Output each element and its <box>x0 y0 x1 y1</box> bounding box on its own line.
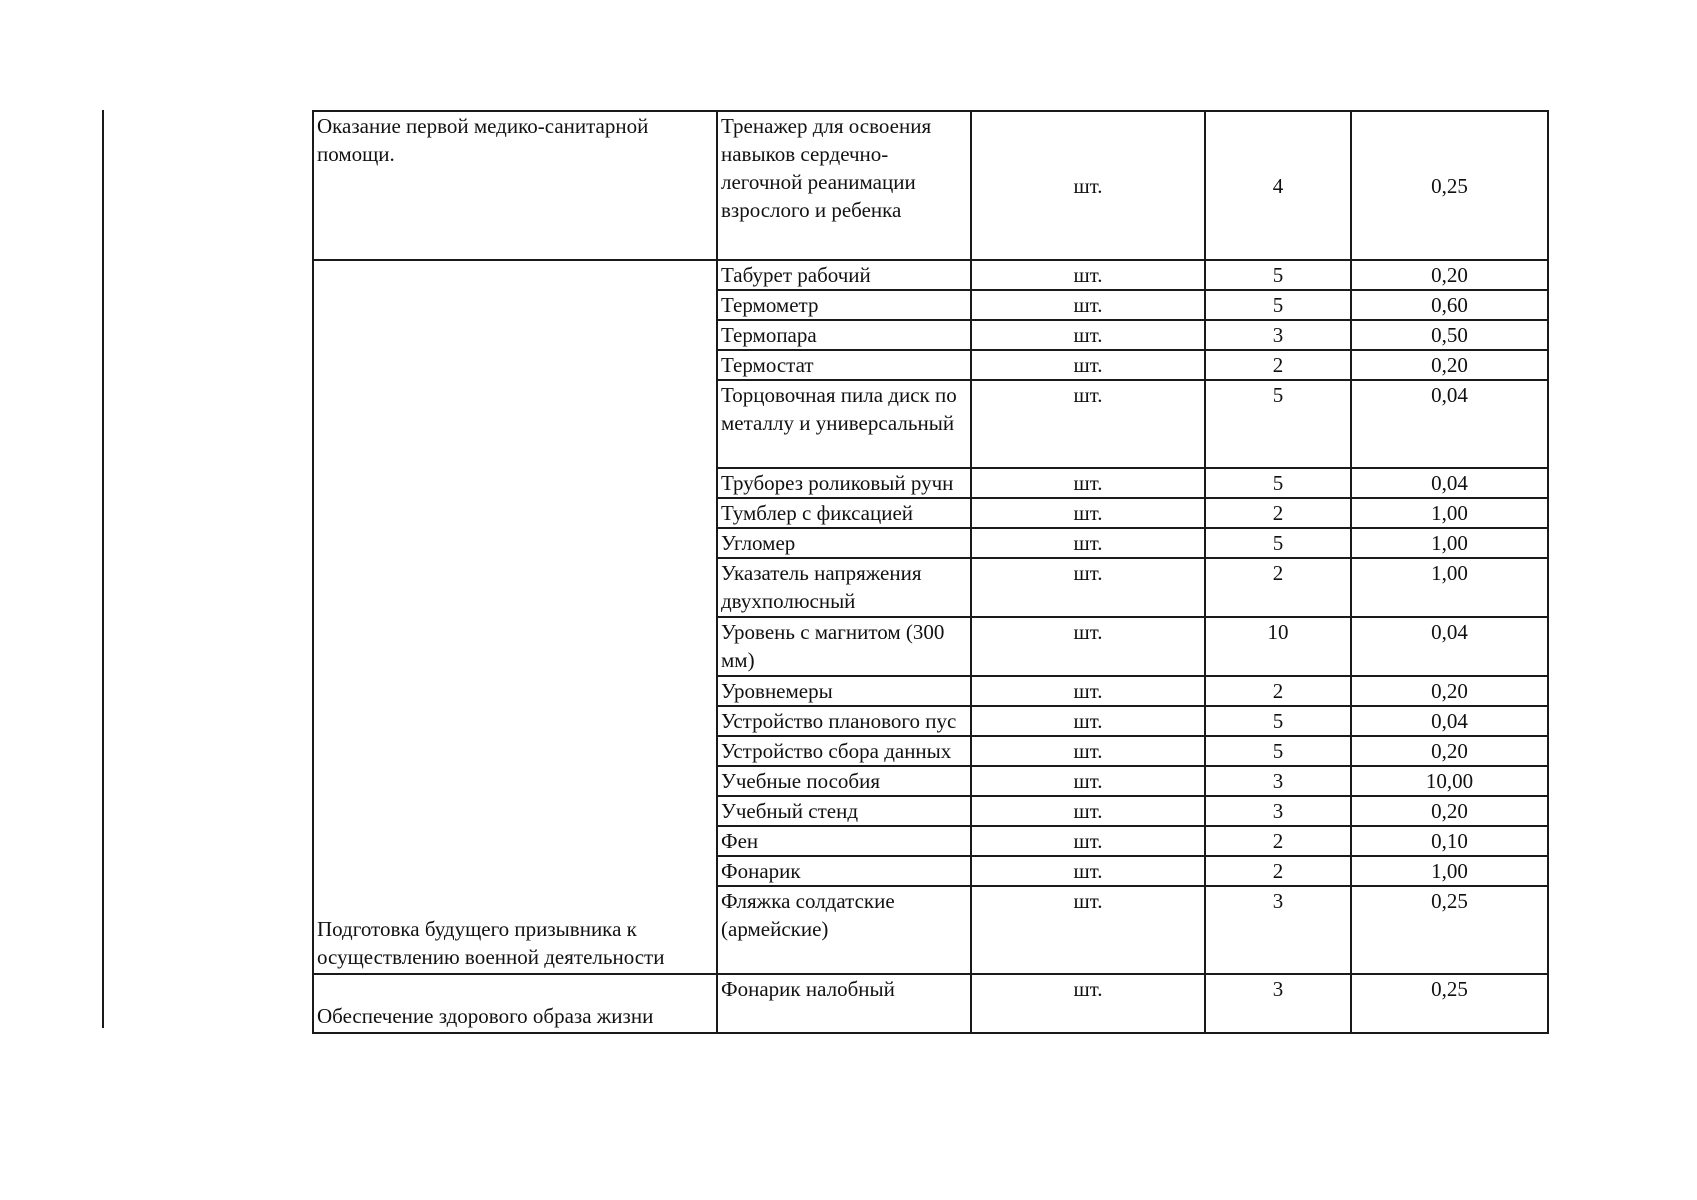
norm-cell: 0,60 <box>1351 290 1548 320</box>
quantity-cell: 2 <box>1205 350 1351 380</box>
topic-cell: Обеспечение здорового образа жизни <box>313 974 717 1033</box>
item-name-cell: Табурет рабочий <box>717 260 971 290</box>
unit-cell: шт. <box>971 676 1205 706</box>
table-row <box>313 974 1548 1033</box>
norm-cell: 0,10 <box>1351 826 1548 856</box>
unit-cell: шт. <box>971 826 1205 856</box>
quantity-cell: 5 <box>1205 528 1351 558</box>
norm-cell: 0,04 <box>1351 706 1548 736</box>
table-row <box>313 111 1548 260</box>
item-name-cell: Фляжка солдатские (армейские) <box>717 886 971 974</box>
unit-cell: шт. <box>971 380 1205 468</box>
item-name-cell: Учебные пособия <box>717 766 971 796</box>
quantity-cell: 3 <box>1205 796 1351 826</box>
norm-cell: 0,25 <box>1351 886 1548 974</box>
norm-cell: 0,04 <box>1351 617 1548 676</box>
unit-cell: шт. <box>971 706 1205 736</box>
norm-cell: 0,20 <box>1351 796 1548 826</box>
norm-cell: 0,20 <box>1351 350 1548 380</box>
quantity-cell: 5 <box>1205 468 1351 498</box>
unit-cell: шт. <box>971 528 1205 558</box>
quantity-cell: 2 <box>1205 826 1351 856</box>
quantity-cell: 2 <box>1205 498 1351 528</box>
table-row <box>313 260 1548 290</box>
norm-cell: 1,00 <box>1351 498 1548 528</box>
unit-cell: шт. <box>971 320 1205 350</box>
item-name-cell: Указатель напряжения двухполюсный <box>717 558 971 617</box>
item-name-cell: Торцовочная пила диск по металлу и универсальный <box>717 380 971 468</box>
unit-cell: шт. <box>971 290 1205 320</box>
unit-cell: шт. <box>971 260 1205 290</box>
unit-cell: шт. <box>971 468 1205 498</box>
unit-cell: шт. <box>971 736 1205 766</box>
item-name-cell: Термостат <box>717 350 971 380</box>
norm-cell: 0,04 <box>1351 468 1548 498</box>
item-name-cell: Устройство сбора данных <box>717 736 971 766</box>
item-name-cell: Термометр <box>717 290 971 320</box>
item-name-cell: Фонарик налобный <box>717 974 971 1033</box>
quantity-cell: 5 <box>1205 290 1351 320</box>
unit-cell: шт. <box>971 856 1205 886</box>
quantity-cell: 5 <box>1205 380 1351 468</box>
item-name-cell: Тренажер для освоения навыков сердечно-легочной реанимации взрослого и ребенка <box>717 111 971 260</box>
page-margin-line <box>102 110 104 1028</box>
norm-cell: 1,00 <box>1351 856 1548 886</box>
unit-cell: шт. <box>971 617 1205 676</box>
topic-cell: Оказание первой медико-санитарной помощи. <box>313 111 717 260</box>
item-name-cell: Угломер <box>717 528 971 558</box>
norm-cell: 0,20 <box>1351 260 1548 290</box>
unit-cell: шт. <box>971 796 1205 826</box>
norm-cell: 0,25 <box>1351 111 1548 260</box>
unit-cell: шт. <box>971 886 1205 974</box>
item-name-cell: Уровнемеры <box>717 676 971 706</box>
quantity-cell: 3 <box>1205 320 1351 350</box>
norm-cell: 0,04 <box>1351 380 1548 468</box>
norm-cell: 10,00 <box>1351 766 1548 796</box>
norm-cell: 1,00 <box>1351 558 1548 617</box>
unit-cell: шт. <box>971 974 1205 1033</box>
item-name-cell: Уровень с магнитом (300 мм) <box>717 617 971 676</box>
quantity-cell: 10 <box>1205 617 1351 676</box>
quantity-cell: 4 <box>1205 111 1351 260</box>
unit-cell: шт. <box>971 350 1205 380</box>
item-name-cell: Учебный стенд <box>717 796 971 826</box>
topic-cell: Подготовка будущего призывника к осуществлению военной деятельности <box>313 260 717 974</box>
quantity-cell: 5 <box>1205 260 1351 290</box>
equipment-table <box>312 110 1549 1034</box>
item-name-cell: Фонарик <box>717 856 971 886</box>
quantity-cell: 2 <box>1205 856 1351 886</box>
item-name-cell: Устройство планового пус <box>717 706 971 736</box>
quantity-cell: 3 <box>1205 974 1351 1033</box>
unit-cell: шт. <box>971 558 1205 617</box>
quantity-cell: 3 <box>1205 766 1351 796</box>
norm-cell: 0,20 <box>1351 676 1548 706</box>
item-name-cell: Фен <box>717 826 971 856</box>
norm-cell: 0,25 <box>1351 974 1548 1033</box>
norm-cell: 0,20 <box>1351 736 1548 766</box>
item-name-cell: Тумблер с фиксацией <box>717 498 971 528</box>
quantity-cell: 2 <box>1205 676 1351 706</box>
unit-cell: шт. <box>971 111 1205 260</box>
item-name-cell: Труборез роликовый ручн <box>717 468 971 498</box>
quantity-cell: 5 <box>1205 706 1351 736</box>
quantity-cell: 5 <box>1205 736 1351 766</box>
item-name-cell: Термопара <box>717 320 971 350</box>
norm-cell: 0,50 <box>1351 320 1548 350</box>
unit-cell: шт. <box>971 498 1205 528</box>
unit-cell: шт. <box>971 766 1205 796</box>
norm-cell: 1,00 <box>1351 528 1548 558</box>
quantity-cell: 3 <box>1205 886 1351 974</box>
quantity-cell: 2 <box>1205 558 1351 617</box>
